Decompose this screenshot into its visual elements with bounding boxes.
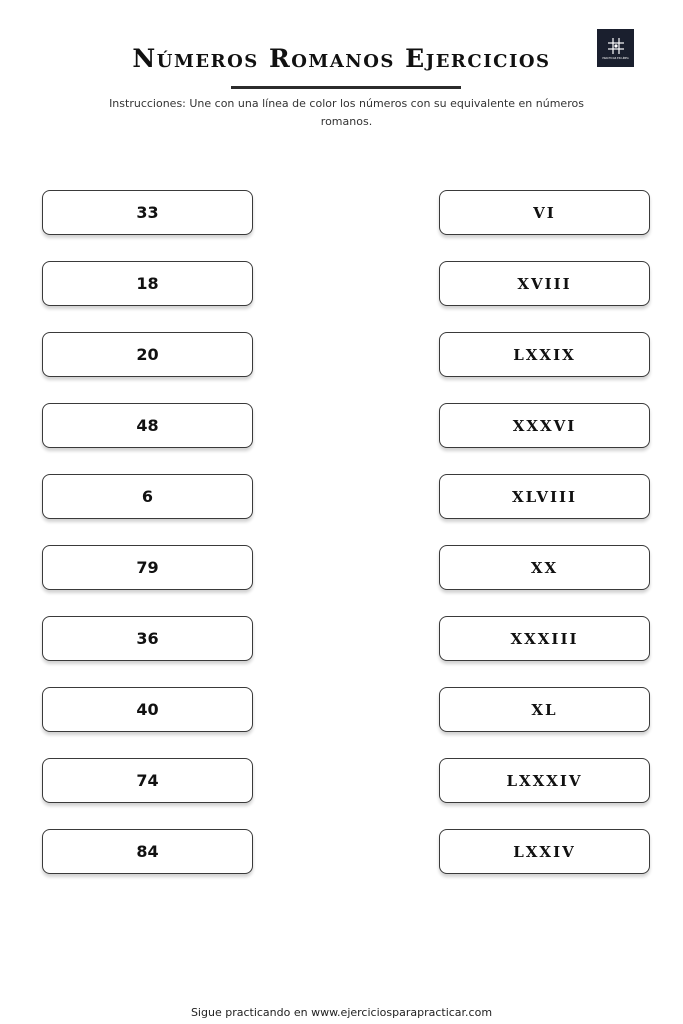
number-label: 36	[136, 629, 159, 648]
number-box[interactable]	[42, 545, 253, 590]
number-box[interactable]	[42, 829, 253, 874]
roman-box[interactable]	[439, 474, 650, 519]
number-label: 33	[136, 203, 159, 222]
number-label: 84	[136, 842, 159, 861]
number-box[interactable]	[42, 190, 253, 235]
number-label: 40	[136, 700, 159, 719]
roman-box[interactable]	[439, 190, 650, 235]
roman-box[interactable]	[439, 332, 650, 377]
roman-box[interactable]	[439, 758, 650, 803]
roman-label: LXXIX	[513, 345, 576, 364]
roman-label: XXXVI	[512, 416, 577, 435]
roman-label: XVIII	[517, 274, 572, 293]
roman-label: XXXIII	[510, 629, 579, 648]
number-box[interactable]	[42, 687, 253, 732]
roman-numerals-column	[439, 190, 650, 900]
number-box[interactable]	[42, 616, 253, 661]
roman-box[interactable]	[439, 687, 650, 732]
site-logo	[597, 29, 634, 67]
roman-box[interactable]	[439, 829, 650, 874]
roman-label: VI	[533, 203, 556, 222]
page-title: Números Romanos Ejercicios	[132, 44, 551, 73]
number-label: 74	[136, 771, 159, 790]
roman-box[interactable]	[439, 261, 650, 306]
logo-text: PRACTICAR EN LÍNEA	[602, 56, 629, 60]
number-box[interactable]	[42, 403, 253, 448]
number-box[interactable]	[42, 474, 253, 519]
hashtag-grid-icon	[607, 37, 625, 55]
roman-label: XLVIII	[511, 487, 578, 506]
number-box[interactable]	[42, 332, 253, 377]
number-label: 18	[136, 274, 159, 293]
title-underline	[231, 86, 461, 89]
number-label: 48	[136, 416, 159, 435]
number-label: 20	[136, 345, 159, 364]
roman-label: LXXXIV	[506, 771, 583, 790]
arabic-numbers-column	[42, 190, 253, 900]
footer-text: Sigue practicando en www.ejerciciosparapracticar.com	[190, 1006, 493, 1019]
number-label: 6	[141, 487, 154, 506]
roman-box[interactable]	[439, 403, 650, 448]
number-box[interactable]	[42, 758, 253, 803]
roman-label: XX	[530, 558, 559, 577]
instructions-text: Instrucciones: Une con una línea de color los números con su equivalente en números romanos.	[109, 97, 584, 128]
roman-label: LXXIV	[513, 842, 576, 861]
roman-box[interactable]	[439, 616, 650, 661]
roman-box[interactable]	[439, 545, 650, 590]
number-label: 79	[136, 558, 159, 577]
roman-label: XL	[531, 700, 558, 719]
number-box[interactable]	[42, 261, 253, 306]
